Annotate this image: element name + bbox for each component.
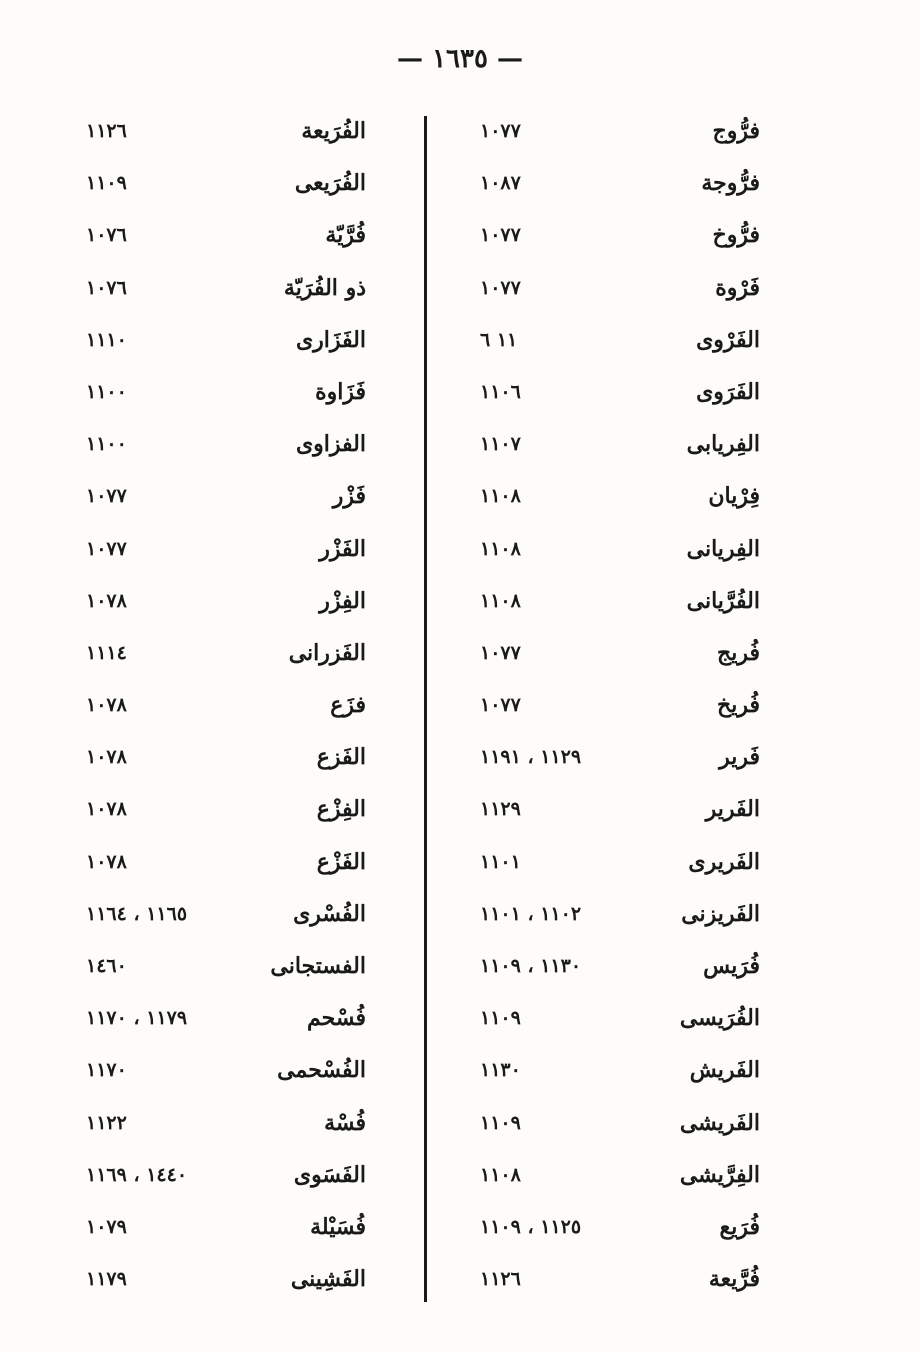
- index-entry: [86, 110, 376, 162]
- entry-word: الفَسَوى: [293, 1161, 366, 1188]
- entry-page-ref: ١١٠٠: [86, 433, 127, 456]
- index-entry: [480, 1206, 770, 1258]
- entry-page-ref: ١١٠٨: [480, 589, 521, 612]
- index-entry: [480, 267, 770, 319]
- entry-word: الفِزْر: [319, 587, 366, 614]
- entry-word: الفَريزنى: [681, 900, 760, 927]
- entry-word: الفِريابى: [686, 431, 760, 458]
- entry-word: الفُسْحمى: [277, 1057, 366, 1084]
- entry-page-ref: ١٠٧٧: [480, 120, 521, 142]
- entry-page-ref: ١١٢٩ ، ١١٩١: [480, 746, 582, 769]
- entry-word: فُرَّيعة: [708, 1266, 760, 1293]
- index-entry: [86, 475, 376, 527]
- entry-word: الفَريرى: [688, 848, 760, 875]
- entry-word: الفُسْرى: [293, 900, 366, 927]
- entry-page-ref: ١١٠٨: [480, 1163, 521, 1186]
- entry-word: فُسْة: [324, 1109, 366, 1136]
- index-entry: [480, 1102, 770, 1154]
- page-number: — ١٦٣٥ —: [397, 44, 523, 74]
- entry-page-ref: ١٠٧٧: [480, 694, 521, 717]
- entry-page-ref: ١١٠٧: [480, 433, 521, 456]
- index-entry: [86, 736, 376, 788]
- index-entry: [480, 1258, 770, 1310]
- entry-page-ref: ١٠٧٧: [480, 276, 521, 299]
- entry-page-ref: ١٠٧٨: [86, 746, 127, 769]
- index-entry: [86, 214, 376, 266]
- index-entry: [480, 841, 770, 893]
- entry-page-ref: ١٠٧٧: [480, 641, 521, 664]
- entry-page-ref: ١٠٧٦: [86, 224, 127, 247]
- index-entry: [480, 1154, 770, 1206]
- left-column: [86, 110, 376, 1310]
- entry-page-ref: ١٤٤٠ ، ١١٦٩: [86, 1163, 188, 1186]
- entry-page-ref: ١١٣٠: [480, 1059, 521, 1082]
- entry-word: فَرْوة: [715, 274, 760, 301]
- entry-page-ref: ١١٢٦: [480, 1268, 521, 1291]
- entry-word: فُرَيع: [719, 1213, 760, 1240]
- entry-word: الفَشِينى: [290, 1266, 366, 1293]
- entry-word: فِرْيان: [708, 483, 760, 510]
- entry-page-ref: ١١٠٨: [480, 537, 521, 560]
- index-entry: [480, 632, 770, 684]
- entry-word: الفِرَّيشى: [679, 1161, 760, 1188]
- entry-word: الفِريانى: [686, 535, 760, 562]
- entry-page-ref: ١١٢٩: [480, 798, 521, 821]
- entry-page-ref: ١٠٧٨: [86, 850, 127, 873]
- entry-page-ref: ١٠٧٨: [86, 589, 127, 612]
- entry-page-ref: ١٠٧٩: [86, 1215, 127, 1238]
- index-entry: [480, 319, 770, 371]
- entry-page-ref: ١١٧٠: [86, 1059, 127, 1082]
- entry-word: الفَزَارى: [295, 326, 366, 353]
- entry-word: الفَزع: [316, 744, 366, 771]
- index-entry: [480, 371, 770, 423]
- index-entry: [86, 997, 376, 1049]
- entry-word: فَزَاوة: [315, 378, 366, 405]
- entry-word: فُرَّيّة: [325, 222, 366, 249]
- entry-word: الفَرير: [705, 796, 760, 823]
- entry-page-ref: ١١١٤: [86, 641, 127, 664]
- index-entry: [480, 580, 770, 632]
- entry-word: ذو الفُرَيّة: [283, 274, 366, 301]
- entry-page-ref: ١١٢٥ ، ١١٠٩: [480, 1215, 582, 1238]
- index-entry: [480, 997, 770, 1049]
- entry-word: الفُرَيسى: [679, 1005, 760, 1032]
- index-entry: [480, 684, 770, 736]
- entry-page-ref: ١١٢٦: [86, 120, 127, 142]
- index-entry: [480, 736, 770, 788]
- entry-word: الفَرَوى: [696, 378, 760, 405]
- index-entry: [86, 841, 376, 893]
- entry-page-ref: ١٠٨٧: [480, 172, 521, 195]
- entry-word: الفَزْر: [319, 535, 366, 562]
- entry-page-ref: ١١٣٠ ، ١١٠٩: [480, 955, 582, 977]
- entry-page-ref: ١٠٧٨: [86, 694, 127, 717]
- index-entry: [86, 423, 376, 475]
- index-entry: [86, 945, 376, 997]
- index-entry: [86, 1049, 376, 1101]
- entry-page-ref: ١١٧٩ ، ١١٧٠: [86, 1007, 188, 1030]
- index-entry: [86, 1154, 376, 1206]
- index-entry: [86, 788, 376, 840]
- index-entry: [86, 1102, 376, 1154]
- index-entry: [86, 684, 376, 736]
- entry-word: الفزاوى: [295, 431, 366, 458]
- entry-page-ref: ١١٠٨: [480, 485, 521, 508]
- index-entry: [86, 371, 376, 423]
- entry-word: فَزْر: [332, 483, 366, 510]
- entry-page-ref: ١١٠٢ ، ١١٠١: [480, 902, 582, 925]
- entry-word: فُسَيْلة: [310, 1213, 366, 1240]
- index-entry: [480, 788, 770, 840]
- entry-word: الفستجانى: [270, 953, 366, 979]
- entry-word: الفَزرانى: [288, 639, 366, 666]
- index-entry: [480, 162, 770, 214]
- entry-word: فُريج: [717, 639, 760, 666]
- entry-word: الفَريشى: [679, 1109, 760, 1136]
- entry-word: فُرَيس: [703, 953, 760, 979]
- entry-word: الفَرْوى: [696, 326, 760, 353]
- index-entry: [480, 528, 770, 580]
- entry-page-ref: ١١٠١: [480, 850, 521, 873]
- index-entry: [86, 580, 376, 632]
- entry-word: فرُّوخ: [712, 222, 760, 249]
- index-entry: [86, 1258, 376, 1310]
- entry-word: الفَريش: [689, 1057, 760, 1084]
- column-divider: [424, 116, 427, 1302]
- index-entry: [86, 528, 376, 580]
- entry-page-ref: ١٠٧٧: [86, 537, 127, 560]
- entry-page-ref: ١١ ٦: [480, 328, 518, 351]
- entry-word: الفُرَّيانى: [686, 587, 760, 614]
- right-column: [480, 110, 770, 1310]
- index-entry: [480, 423, 770, 475]
- entry-word: فرُّوج: [712, 118, 760, 144]
- entry-page-ref: ١١٠٩: [480, 1111, 521, 1134]
- entry-word: فرُّوجة: [701, 170, 760, 197]
- index-entry: [86, 1206, 376, 1258]
- entry-page-ref: ١١٧٩: [86, 1268, 127, 1291]
- index-entry: [86, 267, 376, 319]
- index-entry: [480, 893, 770, 945]
- entry-page-ref: ١١٦٥ ، ١١٦٤: [86, 902, 188, 925]
- entry-word: الفَزْع: [316, 848, 366, 875]
- entry-page-ref: ١١٠٠: [86, 380, 127, 403]
- index-entry: [480, 945, 770, 997]
- entry-page-ref: ١٠٧٧: [86, 485, 127, 508]
- entry-page-ref: ١١٠٦: [480, 380, 521, 403]
- index-entry: [86, 632, 376, 684]
- entry-page-ref: ١١٠٩: [86, 172, 127, 195]
- entry-word: فزَع: [330, 692, 366, 719]
- entry-word: الفُرَيعى: [294, 170, 366, 197]
- entry-word: الفِزْع: [316, 796, 366, 823]
- entry-page-ref: ١٠٧٨: [86, 798, 127, 821]
- entry-page-ref: ١١٠٩: [480, 1007, 521, 1030]
- entry-word: فَرير: [719, 744, 760, 771]
- entry-page-ref: ١١١٠: [86, 328, 127, 351]
- index-entry: [86, 893, 376, 945]
- index-entry: [480, 110, 770, 162]
- entry-word: الفُرَيعة: [301, 118, 366, 144]
- entry-page-ref: ١١٢٢: [86, 1111, 127, 1134]
- index-entry: [86, 319, 376, 371]
- index-entry: [480, 214, 770, 266]
- entry-page-ref: ١٤٦٠: [86, 955, 127, 977]
- index-entry: [86, 162, 376, 214]
- entry-page-ref: ١٠٧٦: [86, 276, 127, 299]
- index-entry: [480, 475, 770, 527]
- entry-word: فُسْحم: [307, 1005, 366, 1032]
- index-entry: [480, 1049, 770, 1101]
- entry-page-ref: ١٠٧٧: [480, 224, 521, 247]
- entry-word: فُريخ: [717, 692, 760, 719]
